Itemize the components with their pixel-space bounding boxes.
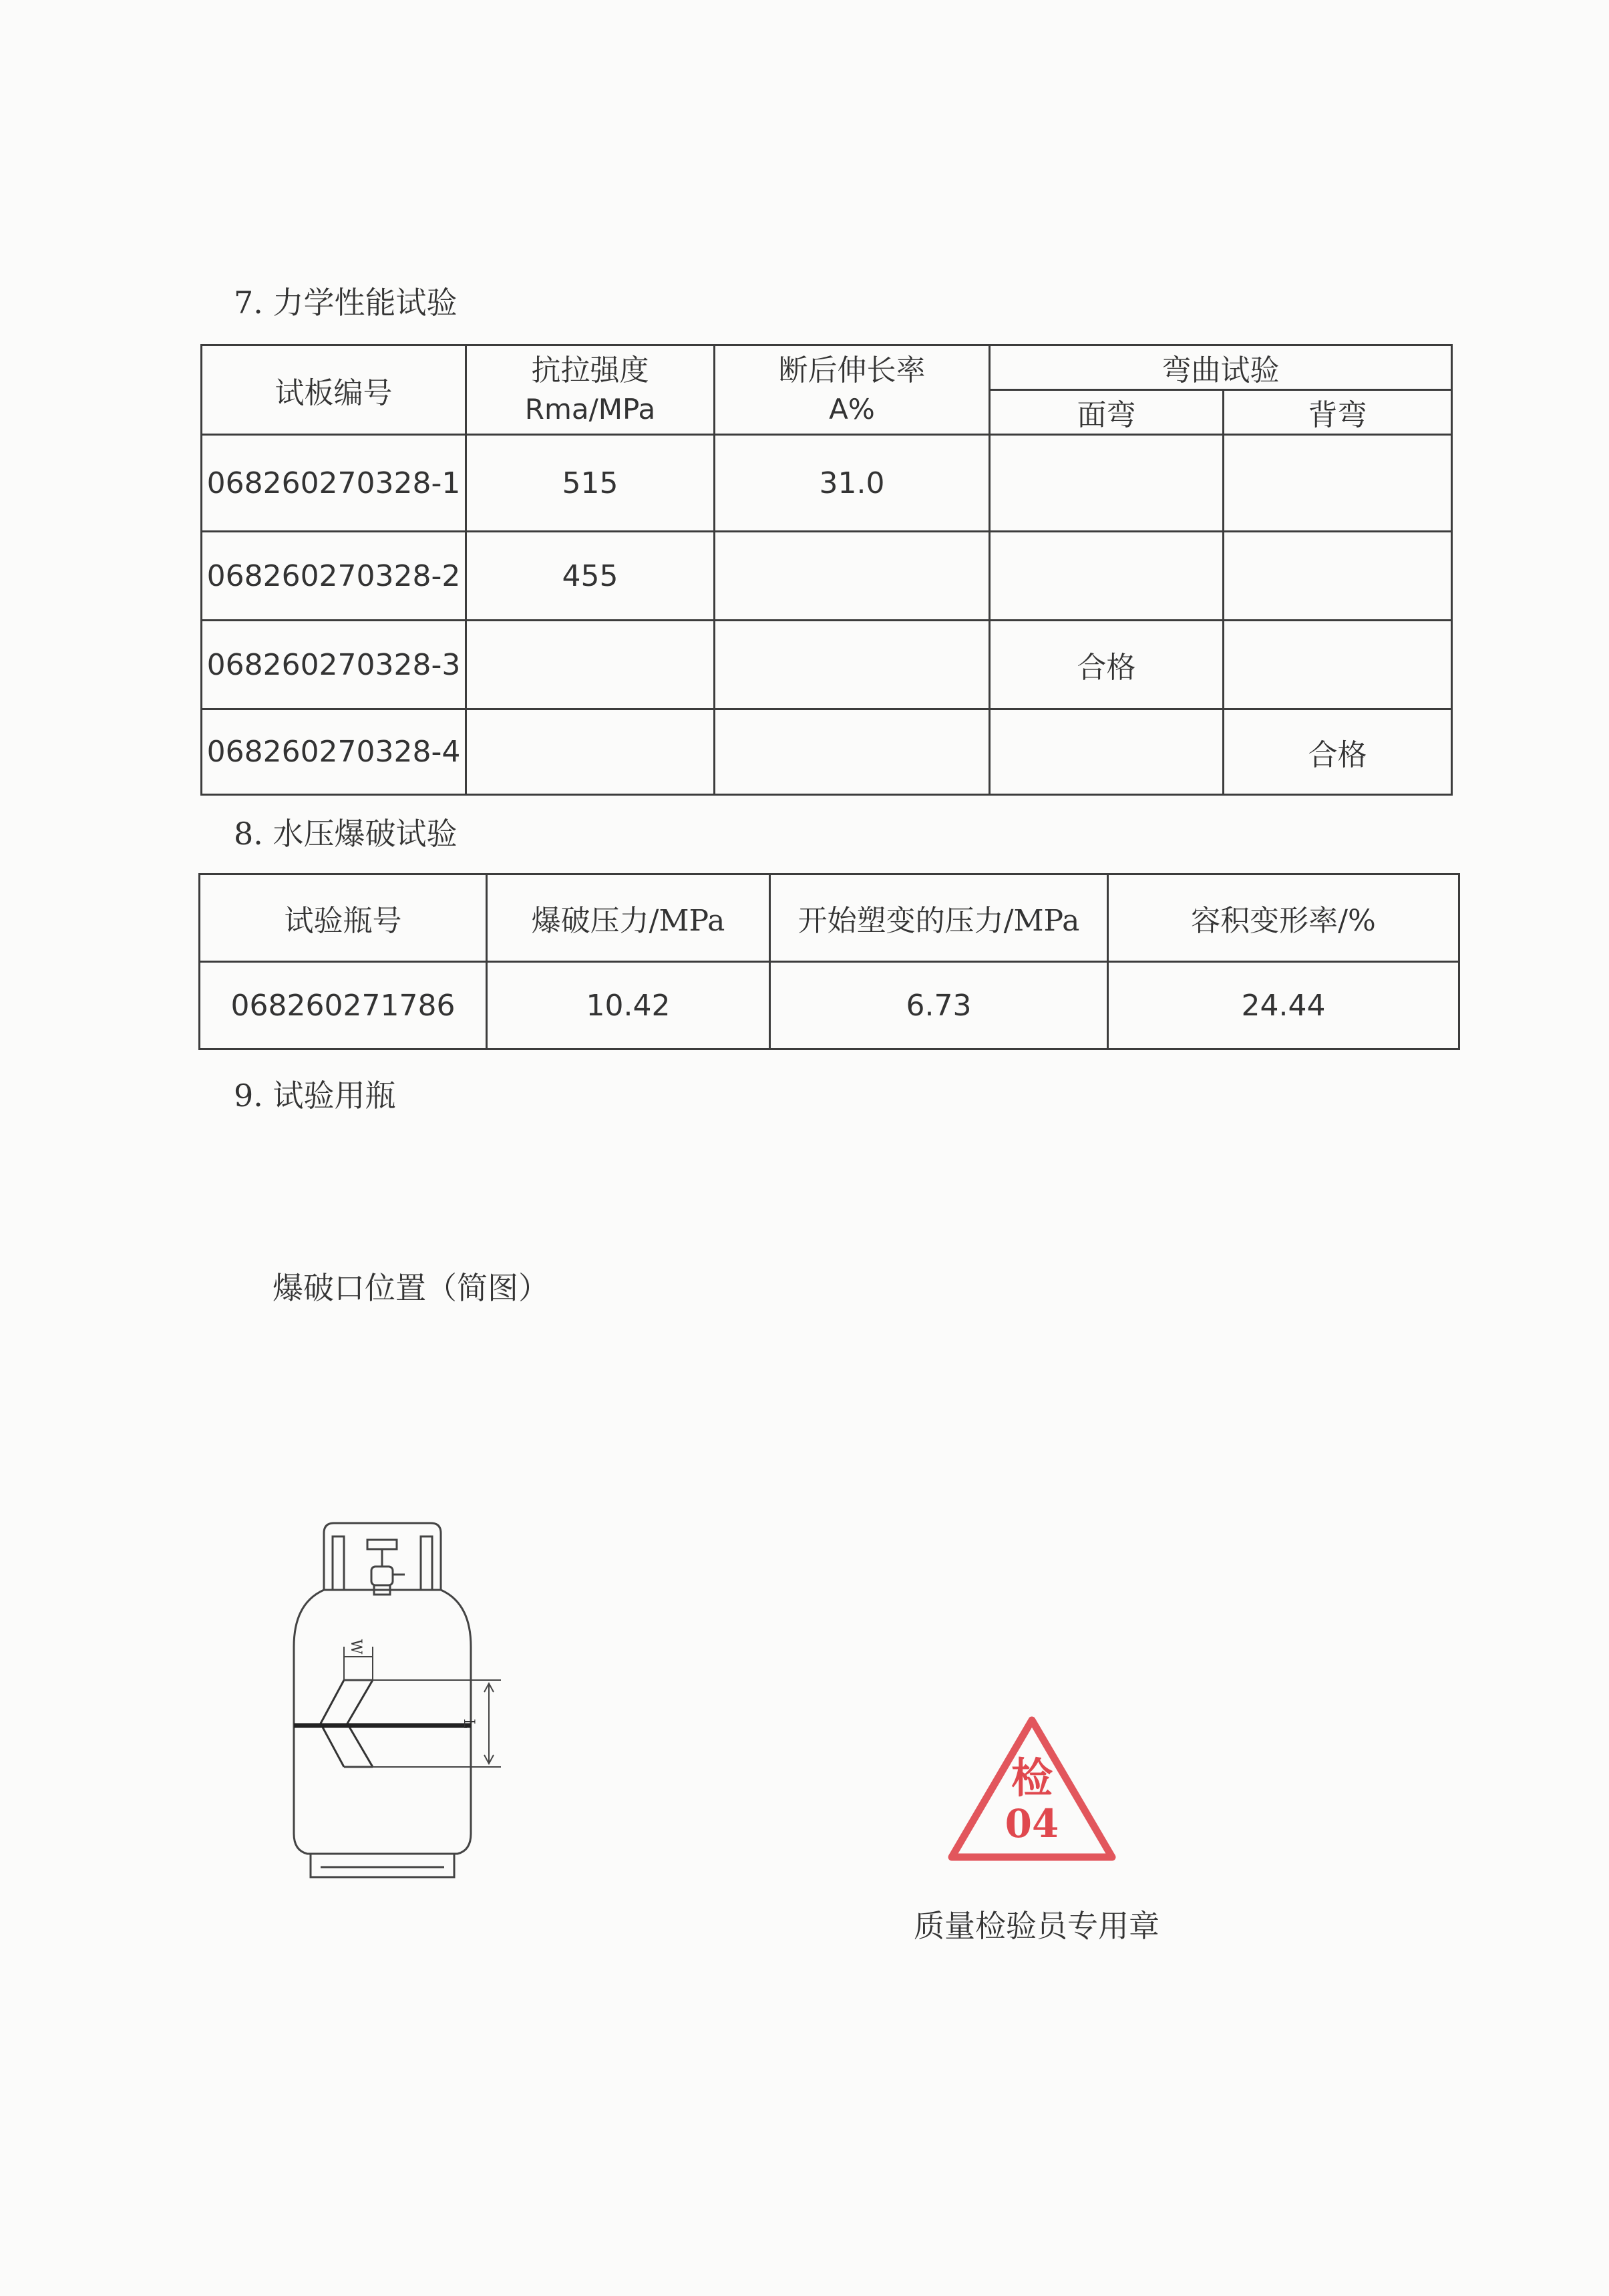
sample-id-cell: 068260270328-3 xyxy=(202,621,466,709)
back-bend-cell: 合格 xyxy=(1224,709,1452,795)
cylinder-burst-diagram xyxy=(281,1513,534,1887)
face-bend-cell xyxy=(990,435,1224,532)
section-7-title: 7. 力学性能试验 xyxy=(234,285,458,321)
back-bend-cell xyxy=(1224,435,1452,532)
table-row xyxy=(202,621,1452,709)
header-sample-id: 试板编号 xyxy=(202,345,466,435)
header-elongation xyxy=(715,345,990,435)
back-bend-cell xyxy=(1224,532,1452,621)
elongation-cell xyxy=(715,709,990,795)
stamp-caption: 质量检验员专用章 xyxy=(914,1908,1159,1944)
bottle-id-cell: 068260271786 xyxy=(200,962,487,1049)
header-burst-pressure: 爆破压力/MPa xyxy=(487,874,770,962)
header-back-bend: 背弯 xyxy=(1224,390,1452,435)
header-bottle-id: 试验瓶号 xyxy=(200,874,487,962)
header-bend-test: 弯曲试验 xyxy=(990,345,1452,390)
volume-rate-cell: 24.44 xyxy=(1108,962,1459,1049)
table-row xyxy=(202,709,1452,795)
tensile-cell xyxy=(466,621,715,709)
burst-pressure-cell: 10.42 xyxy=(487,962,770,1049)
yield-pressure-cell: 6.73 xyxy=(770,962,1108,1049)
sample-id-cell: 068260270328-1 xyxy=(202,435,466,532)
face-bend-cell: 合格 xyxy=(990,621,1224,709)
header-face-bend: 面弯 xyxy=(990,390,1224,435)
length-label: L xyxy=(460,1718,477,1729)
header-tensile-name: 抗拉强度 xyxy=(531,353,649,387)
sample-id-cell: 068260270328-4 xyxy=(202,709,466,795)
sample-id-cell: 068260270328-2 xyxy=(202,532,466,621)
table-row xyxy=(202,532,1452,621)
face-bend-cell xyxy=(990,709,1224,795)
elongation-cell: 31.0 xyxy=(715,435,990,532)
section-8-title: 8. 水压爆破试验 xyxy=(234,816,458,852)
table-row xyxy=(202,435,1452,532)
tensile-cell xyxy=(466,709,715,795)
back-bend-cell xyxy=(1224,621,1452,709)
face-bend-cell xyxy=(990,532,1224,621)
tensile-cell: 515 xyxy=(466,435,715,532)
elongation-cell xyxy=(715,532,990,621)
header-elongation-unit: A% xyxy=(829,392,875,426)
section-9-title: 9. 试验用瓶 xyxy=(234,1078,396,1114)
header-tensile xyxy=(466,345,715,435)
header-yield-pressure: 开始塑变的压力/MPa xyxy=(770,874,1108,962)
diagram-caption: 爆破口位置（简图） xyxy=(273,1270,549,1306)
inspector-stamp xyxy=(942,1713,1122,1867)
header-elongation-name: 断后伸长率 xyxy=(778,353,926,387)
tensile-cell: 455 xyxy=(466,532,715,621)
mechanical-test-table xyxy=(200,344,1453,796)
stamp-text-top: 检 xyxy=(1011,1754,1053,1802)
elongation-cell xyxy=(715,621,990,709)
width-label: W xyxy=(347,1639,364,1655)
header-volume-rate: 容积变形率/% xyxy=(1108,874,1459,962)
burst-test-table xyxy=(198,873,1460,1050)
table-row xyxy=(200,962,1459,1049)
stamp-text-bottom: 04 xyxy=(1005,1801,1059,1846)
header-tensile-unit: Rma/MPa xyxy=(524,392,656,426)
